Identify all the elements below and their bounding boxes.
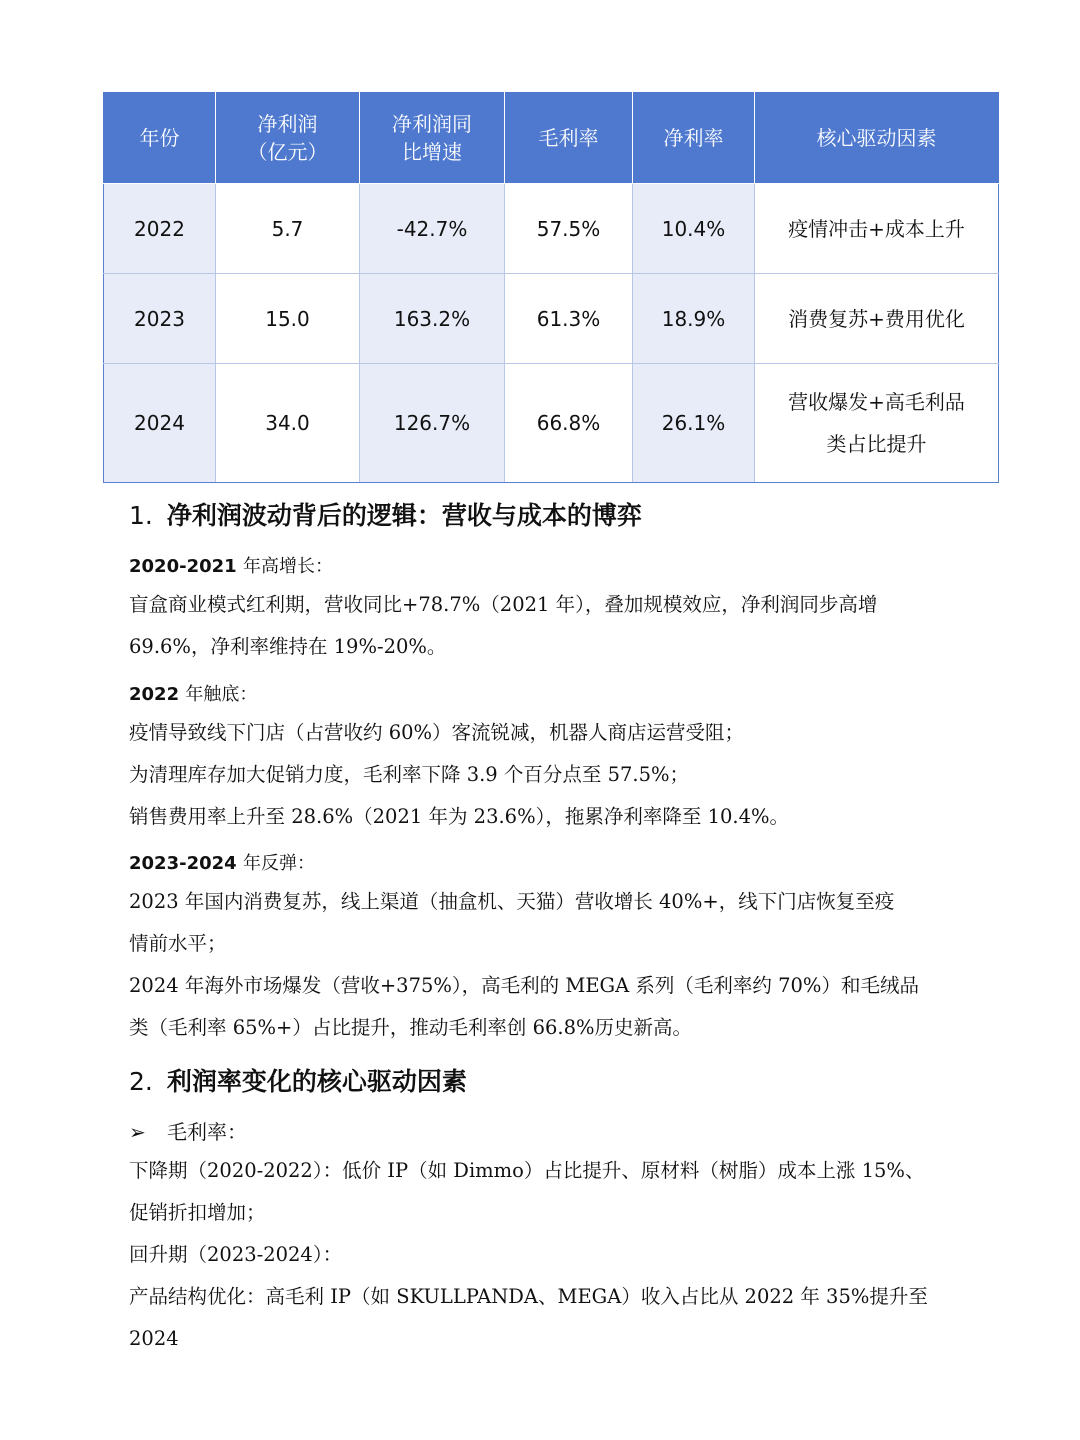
header-net-margin: 净利率	[633, 93, 755, 184]
cell-growth: 163.2%	[360, 274, 505, 364]
cell-net-margin: 18.9%	[633, 274, 755, 364]
paragraph-gross-margin: 下降期（2020-2022）：低价 IP（如 Dimmo）占比提升、原材料（树脂）成本上涨 15%、 促销折扣增加； 回升期（2023-2024）： 产品结构优化：高毛利 IP（如 SKULLPANDA、MEGA）收入占比从 2022 年 35%提升至 2024	[129, 1159, 928, 1350]
table-row	[104, 184, 999, 274]
cell-gross-margin: 57.5%	[505, 184, 633, 274]
section-2-heading: 2. 利润率变化的核心驱动因素	[129, 1067, 467, 1096]
header-gross-margin: 毛利率	[505, 93, 633, 184]
section-1-heading: 1. 净利润波动背后的逻辑：营收与成本的博弈	[129, 501, 642, 530]
header-net-profit-growth: 净利润同 比增速	[360, 93, 505, 184]
table-row	[104, 364, 999, 483]
subhead-2022: 2022 年触底：	[129, 684, 258, 705]
cell-net-margin: 10.4%	[633, 184, 755, 274]
cell-growth: -42.7%	[360, 184, 505, 274]
cell-gross-margin: 61.3%	[505, 274, 633, 364]
subhead-2023-2024: 2023-2024 年反弹：	[129, 853, 315, 874]
table-row	[104, 274, 999, 364]
cell-net-profit: 34.0	[216, 364, 360, 483]
paragraph-2020-2021: 盲盒商业模式红利期，营收同比+78.7%（2021 年），叠加规模效应，净利润同步高增 69.6%，净利率维持在 19%-20%。	[129, 593, 878, 658]
cell-net-margin: 26.1%	[633, 364, 755, 483]
cell-gross-margin: 66.8%	[505, 364, 633, 483]
arrow-bullet-icon: ➢	[129, 1120, 146, 1144]
cell-drivers: 营收爆发+高毛利品 类占比提升	[755, 364, 999, 483]
cell-net-profit: 15.0	[216, 274, 360, 364]
bullet-gross-margin: ➢ 毛利率：	[129, 1120, 247, 1144]
financial-table	[103, 92, 999, 483]
cell-net-profit: 5.7	[216, 184, 360, 274]
cell-growth: 126.7%	[360, 364, 505, 483]
header-year: 年份	[104, 93, 216, 184]
header-net-profit: 净利润 （亿元）	[216, 93, 360, 184]
paragraph-2023-2024: 2023 年国内消费复苏，线上渠道（抽盒机、天猫）营收增长 40%+，线下门店恢复至疫 情前水平； 2024 年海外市场爆发（营收+375%），高毛利的 MEGA 系列（毛利率约 70%）和毛绒品 类（毛利率 65%+）占比提升，推动毛利率创 66.8%历史新高。	[129, 890, 919, 1039]
table-header-row	[104, 93, 999, 184]
cell-drivers: 消费复苏+费用优化	[755, 274, 999, 364]
paragraph-2022: 疫情导致线下门店（占营收约 60%）客流锐减，机器人商店运营受阻； 为清理库存加大促销力度，毛利率下降 3.9 个百分点至 57.5%； 销售费用率上升至 28.6%（2021 年为 23.6%），拖累净利率降至 10.4%。	[129, 721, 790, 828]
subhead-2020-2021: 2020-2021 年高增长：	[129, 556, 333, 577]
cell-year: 2023	[104, 274, 216, 364]
cell-year: 2024	[104, 364, 216, 483]
cell-year: 2022	[104, 184, 216, 274]
header-drivers: 核心驱动因素	[755, 93, 999, 184]
cell-drivers: 疫情冲击+成本上升	[755, 184, 999, 274]
